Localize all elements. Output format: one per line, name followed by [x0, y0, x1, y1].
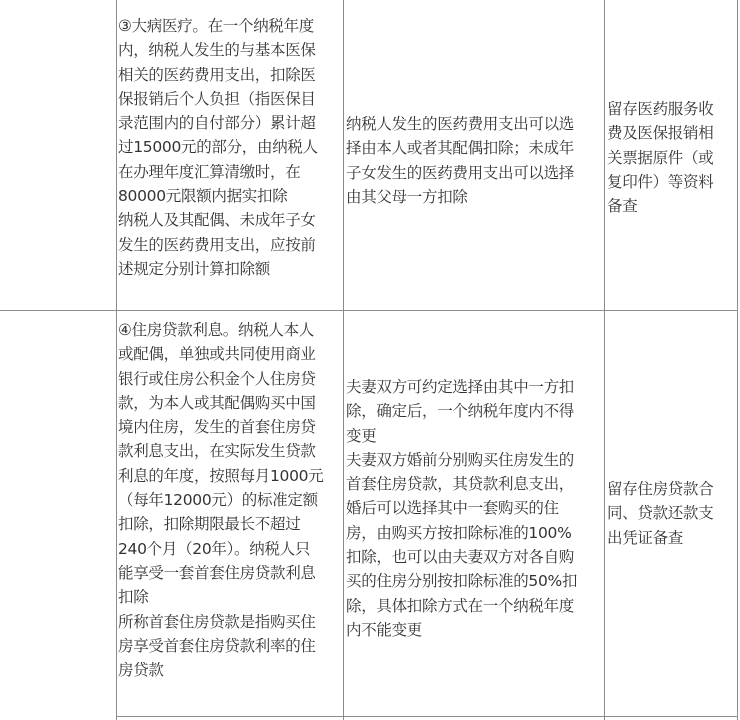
cell-text-line: 子女发生的医药费用支出可以选择: [346, 163, 575, 182]
cell-text-line: 房享受首套住房贷款利率的住: [118, 636, 316, 655]
row-housing-loan-method: [346, 375, 602, 642]
cell-text-line: 由其父母一方扣除: [346, 187, 468, 206]
cell-text-line: 相关的医药费用支出，扣除医: [118, 65, 316, 84]
col-divider: [604, 0, 605, 720]
cell-text-line: ③大病医疗。在一个纳税年度: [118, 17, 314, 35]
cell-text-line: 80000元限额内据实扣除: [118, 187, 288, 206]
cell-text-line: 境内住房，发生的首套住房贷: [118, 418, 316, 437]
row-major-medical-method: [346, 112, 602, 209]
cell-text-line: 变更: [346, 426, 377, 445]
cell-text-line: 保报销后个人负担（指医保目: [118, 89, 316, 108]
cell-text-line: 留存住房贷款合: [607, 480, 714, 498]
cell-text-line: 择由本人或者其配偶扣除；未成年: [346, 139, 575, 158]
cell-text-line: 复印件）等资料: [607, 172, 714, 191]
col-divider: [116, 0, 117, 720]
cell-text-line: 房贷款: [118, 661, 164, 680]
row-major-medical-docs: [607, 97, 737, 218]
cell-text-line: 纳税人及其配偶、未成年子女: [118, 211, 316, 230]
row-divider: [0, 310, 738, 311]
cell-text-line: 录范围内的自付部分）累计超: [118, 114, 316, 133]
row-major-medical-deduction: [118, 14, 342, 281]
cell-text-line: 款，为本人或其配偶购买中国: [118, 393, 316, 412]
cell-text-line: 备查: [607, 197, 638, 216]
cell-text-line: 纳税人发生的医药费用支出可以选: [346, 115, 575, 133]
cell-text-line: 费及医保报销相: [607, 124, 714, 143]
row-housing-loan-deduction: [118, 318, 342, 682]
row-housing-loan-docs: [607, 477, 737, 550]
cell-text-line: 买的住房分别按扣除标准的50%扣: [346, 572, 578, 591]
cell-text-line: 扣除，也可以由夫妻双方对各自购: [346, 548, 575, 567]
cell-text-line: 在办理年度汇算清缴时，在: [118, 162, 301, 181]
cell-text-line: 同、贷款还款支: [607, 504, 714, 523]
cell-text-line: 过15000元的部分，由纳税人: [118, 138, 318, 157]
cell-text-line: 利息的年度，按照每月1000元: [118, 466, 324, 485]
cell-text-line: 述规定分别计算扣除额: [118, 259, 271, 278]
cell-text-line: 所称首套住房贷款是指购买住: [118, 612, 316, 631]
cell-text-line: 夫妻双方婚前分别购买住房发生的: [346, 450, 575, 469]
cell-text-line: 首套住房贷款，其贷款利息支出，: [346, 475, 575, 494]
cell-text-line: 除，确定后，一个纳税年度内不得: [346, 402, 575, 421]
cell-text-line: 出凭证备查: [607, 528, 684, 547]
cell-text-line: 关票据原件（或: [607, 148, 714, 167]
cell-text-line: （每年12000元）的标准定额: [118, 491, 318, 510]
cell-text-line: 除，具体扣除方式在一个纳税年度: [346, 596, 575, 615]
row-divider: [116, 716, 738, 717]
cell-text-line: 能享受一套首套住房贷款利息: [118, 563, 316, 582]
cell-text-line: 内不能变更: [346, 620, 423, 639]
cell-text-line: 240个月（20年）。纳税人只: [118, 539, 311, 558]
cell-text-line: 扣除，扣除期限最长不超过: [118, 515, 301, 534]
cell-text-line: 或配偶，单独或共同使用商业: [118, 345, 316, 364]
cell-text-line: 婚后可以选择其中一套购买的住: [346, 499, 559, 518]
cell-text-line: 房，由购买方按扣除标准的100%: [346, 523, 572, 542]
cell-text-line: 款利息支出，在实际发生贷款: [118, 442, 316, 461]
cell-text-line: 扣除: [118, 588, 149, 607]
cell-text-line: ④住房贷款利息。纳税人本人: [118, 321, 314, 339]
cell-text-line: 留存医药服务收: [607, 100, 714, 118]
col-divider: [737, 0, 738, 720]
col-divider: [343, 0, 344, 720]
cell-text-line: 银行或住房公积金个人住房贷: [118, 369, 316, 388]
cell-text-line: 夫妻双方可约定选择由其中一方扣: [346, 378, 575, 396]
cell-text-line: 内，纳税人发生的与基本医保: [118, 41, 316, 60]
cell-text-line: 发生的医药费用支出，应按前: [118, 235, 316, 254]
